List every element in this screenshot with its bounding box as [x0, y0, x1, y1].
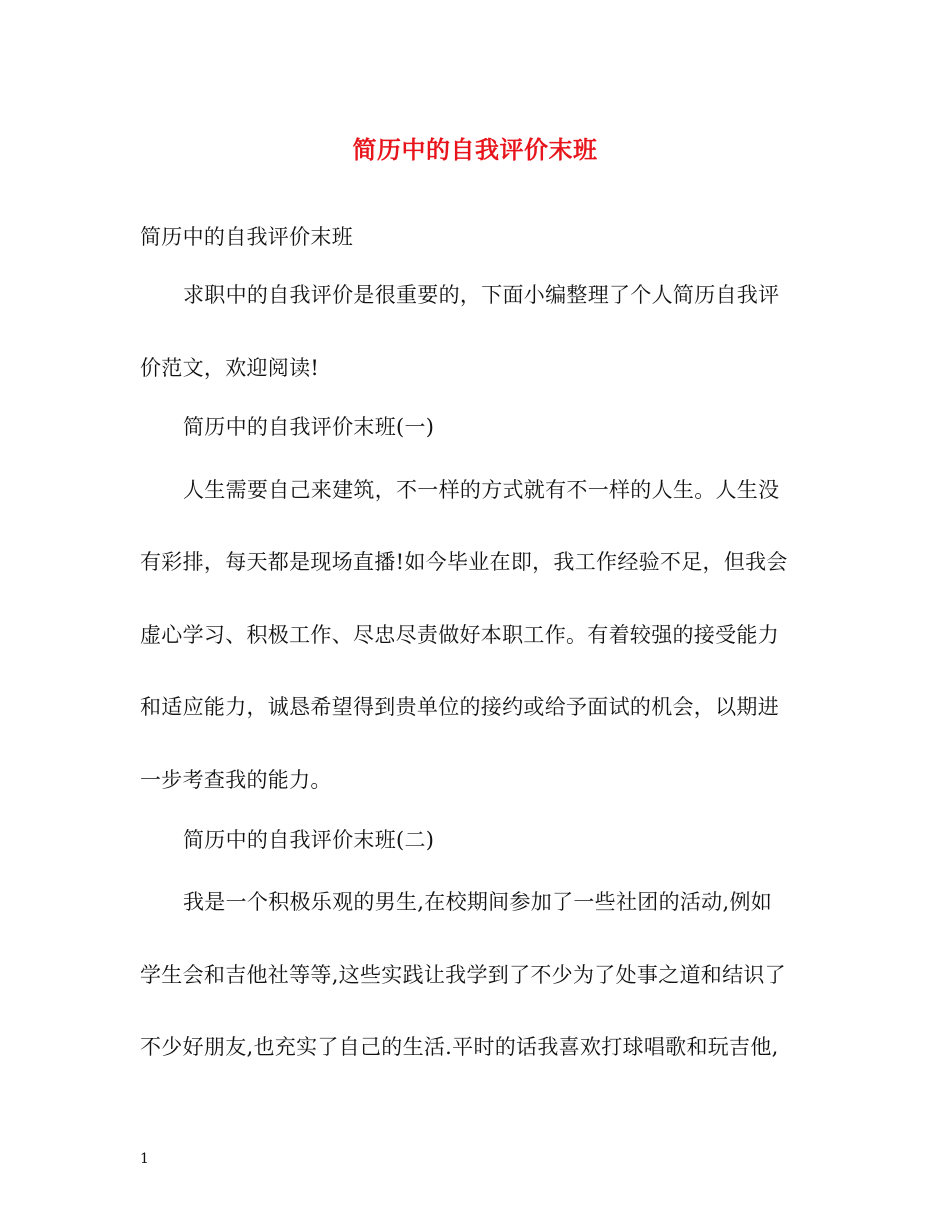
paragraph-line: 有彩排，每天都是现场直播!如今毕业在即，我工作经验不足，但我会 — [140, 550, 788, 574]
paragraph-line: 我是一个积极乐观的男生,在校期间参加了一些社团的活动,例如 — [183, 890, 773, 914]
paragraph-line: 学生会和吉他社等等,这些实践让我学到了不少为了处事之道和结识了 — [140, 963, 786, 987]
paragraph-line: 价范文，欢迎阅读! — [140, 356, 320, 380]
paragraph-line: 求职中的自我评价是很重要的，下面小编整理了个人简历自我评 — [183, 283, 780, 307]
paragraph-line: 一步考查我的能力。 — [140, 768, 332, 792]
page-number: 1 — [140, 1151, 149, 1167]
paragraph-line: 人生需要自己来建筑，不一样的方式就有不一样的人生。人生没 — [183, 478, 780, 502]
section-heading: 简历中的自我评价末班(二) — [183, 828, 435, 852]
paragraph-line: 和适应能力，诚恳希望得到贵单位的接约或给予面试的机会，以期进 — [140, 695, 779, 719]
section-heading: 简历中的自我评价末班(一) — [183, 415, 435, 439]
document-title: 简历中的自我评价末班 — [352, 135, 598, 164]
paragraph-line: 不少好朋友,也充实了自己的生活.平时的话我喜欢打球唱歌和玩吉他, — [140, 1035, 779, 1059]
subtitle-line: 简历中的自我评价末班 — [140, 225, 353, 249]
paragraph-line: 虚心学习、积极工作、尽忠尽责做好本职工作。有着较强的接受能力 — [140, 623, 779, 647]
